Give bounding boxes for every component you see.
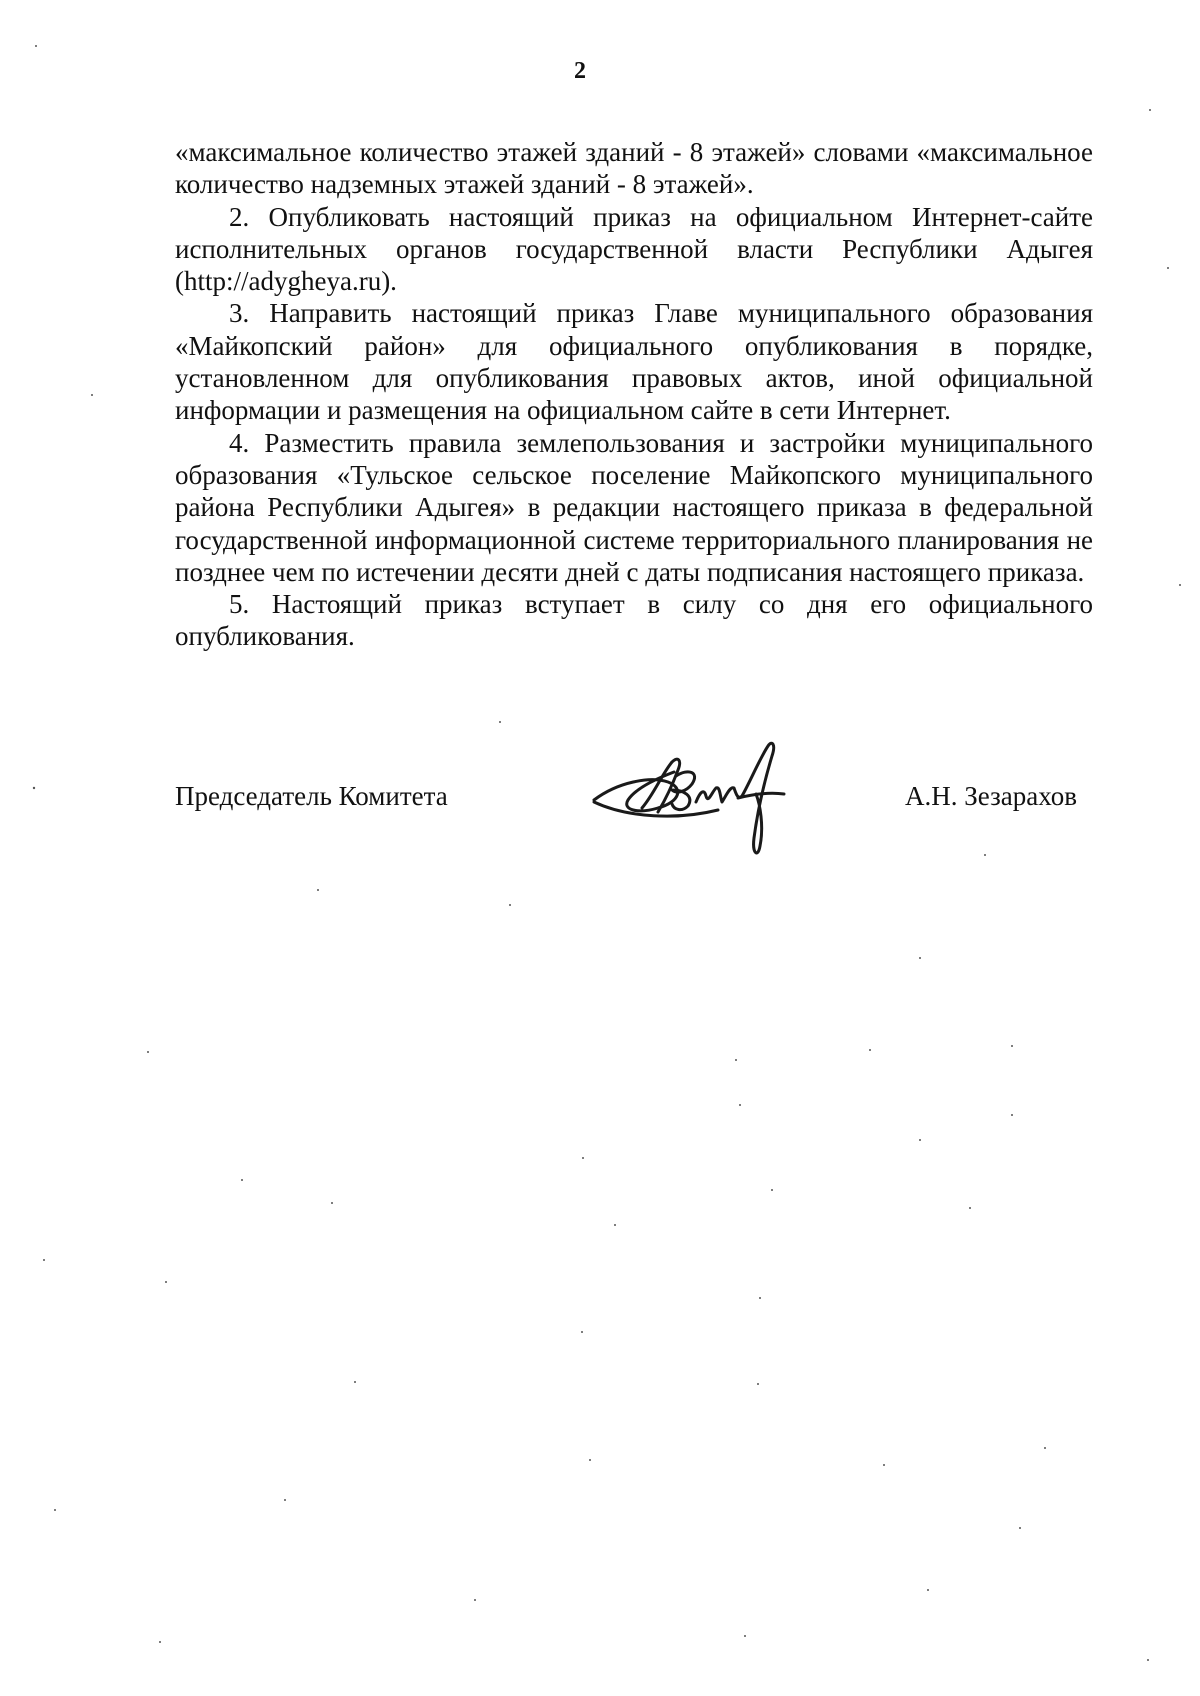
document-body [175, 136, 1093, 653]
page-number: 2 [574, 58, 586, 84]
signer-name: А.Н. Зезарахов [905, 781, 1077, 811]
paragraph-2: 2. Опубликовать настоящий приказ на официальном Интернет-сайте исполнительных органов государственной власти Республики Адыгея (http://adygheya.ru). [175, 201, 1093, 297]
paragraph-1: «максимальное количество этажей зданий - 8 этажей» словами «максимальное количество надземных этажей зданий - 8 этажей». [175, 137, 1093, 200]
handwritten-signature [588, 738, 803, 863]
paragraph-4: 4. Разместить правила землепользования и застройки муниципального образования «Тульское сельское поселение Майкопского муниципального района Республики Адыгея» в редакции настоящего приказа в федеральной государственной информационной системе территориального планирования не позднее чем по истечении десяти дней с даты подписания настоящего приказа. [175, 427, 1093, 587]
signer-title: Председатель Комитета [175, 781, 448, 811]
paragraph-5: 5. Настоящий приказ вступает в силу со дня его официального опубликования. [175, 589, 1093, 652]
paragraph-3: 3. Направить настоящий приказ Главе муниципального образования «Майкопский район» для официального опубликования в порядке, установленном для опубликования правовых актов, иной официальной информации и размещения на официальном сайте в сети Интернет. [175, 298, 1093, 426]
